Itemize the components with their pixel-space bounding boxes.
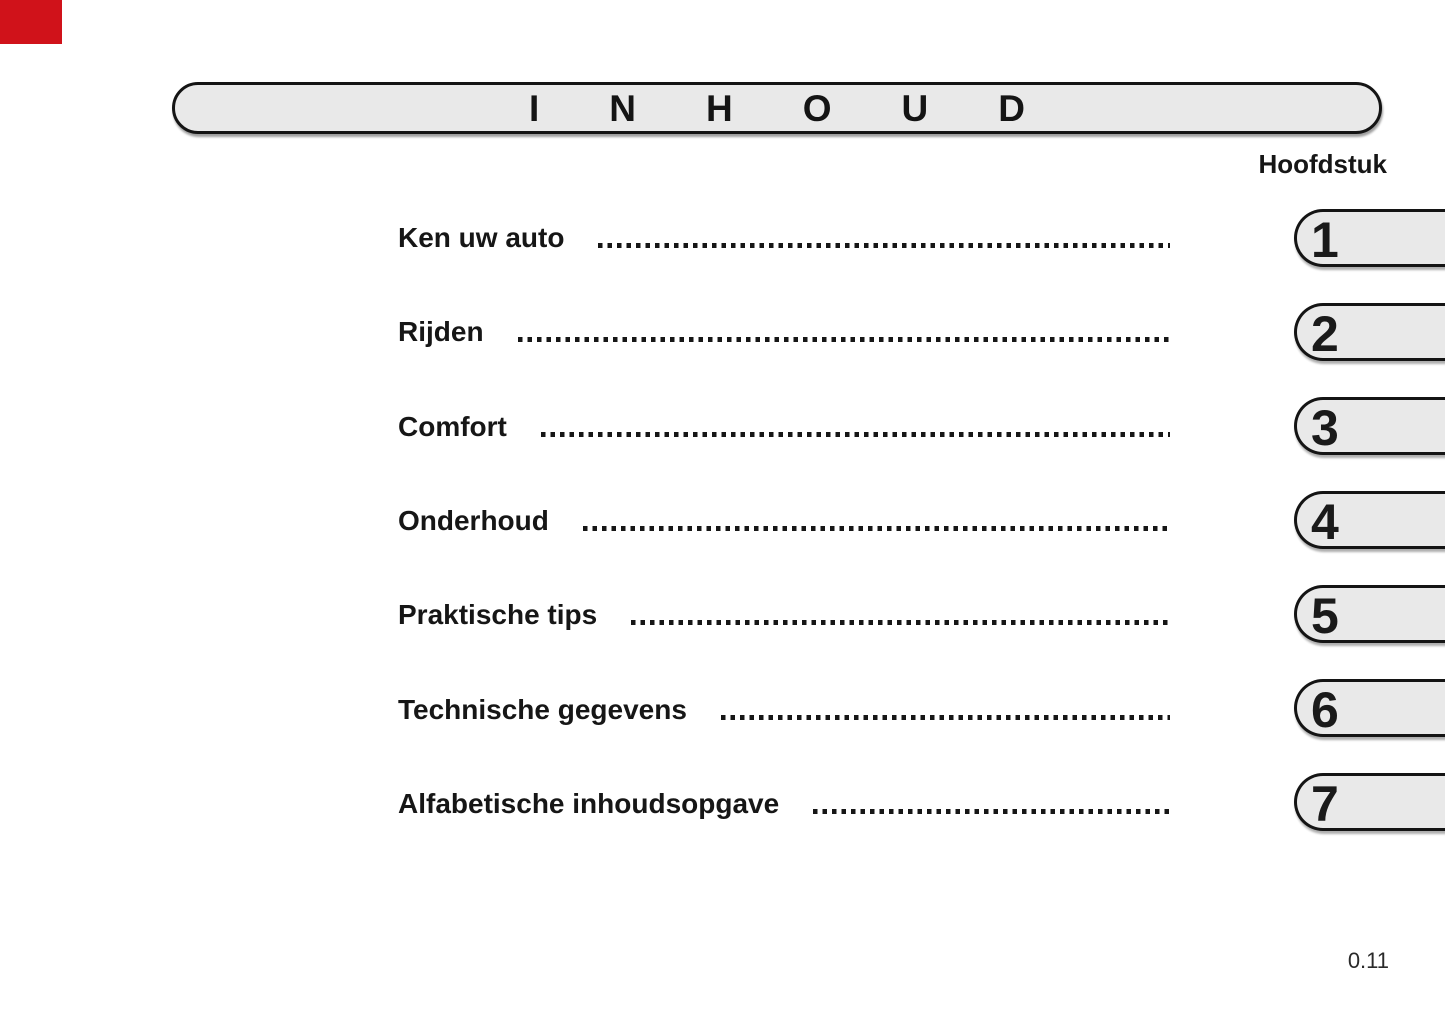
chapter-tab[interactable] [1294,209,1445,267]
chapter-number: 7 [1311,775,1339,832]
chapter-tab[interactable] [1294,397,1445,455]
chapter-tab[interactable] [1294,491,1445,549]
page-number: 0.11 [1347,948,1389,973]
dotted-leader [721,715,1170,720]
toc-entry-label: Praktische tips [398,599,598,630]
dotted-leader [541,432,1170,437]
chapter-number: 6 [1311,681,1339,738]
toc-entry[interactable] [398,315,1170,349]
chapter-tab[interactable] [1294,679,1445,737]
contents-title-bar [172,82,1382,134]
chapter-number: 5 [1311,587,1339,644]
dotted-leader [631,620,1170,625]
chapter-tab[interactable] [1294,773,1445,831]
toc-entry[interactable] [398,410,1170,444]
toc-entry[interactable] [398,787,1170,821]
toc-entry-label: Ken uw auto [398,222,565,253]
chapter-number: 1 [1311,211,1339,268]
toc-entry-label: Technische gegevens [398,694,687,725]
dotted-leader [518,337,1170,342]
red-corner-mark [0,0,62,44]
toc-entry-label: Onderhoud [398,505,549,536]
chapter-number: 4 [1311,493,1339,550]
chapter-column-header: Hoofdstuk [1258,149,1387,179]
toc-entry-label: Comfort [398,411,507,442]
chapter-number: 2 [1311,305,1339,362]
toc-entry[interactable] [398,504,1170,538]
chapter-number: 3 [1311,399,1339,456]
toc-entry[interactable] [398,693,1170,727]
chapter-tab[interactable] [1294,303,1445,361]
page-title: INHOUD [529,87,1095,129]
dotted-leader [583,526,1170,531]
toc-entry[interactable] [398,221,1170,255]
chapter-tab[interactable] [1294,585,1445,643]
toc-entry-label: Rijden [398,316,484,347]
toc-entry[interactable] [398,598,1170,632]
dotted-leader [598,243,1170,248]
dotted-leader [813,809,1170,814]
toc-entry-label: Alfabetische inhoudsopgave [398,788,780,819]
